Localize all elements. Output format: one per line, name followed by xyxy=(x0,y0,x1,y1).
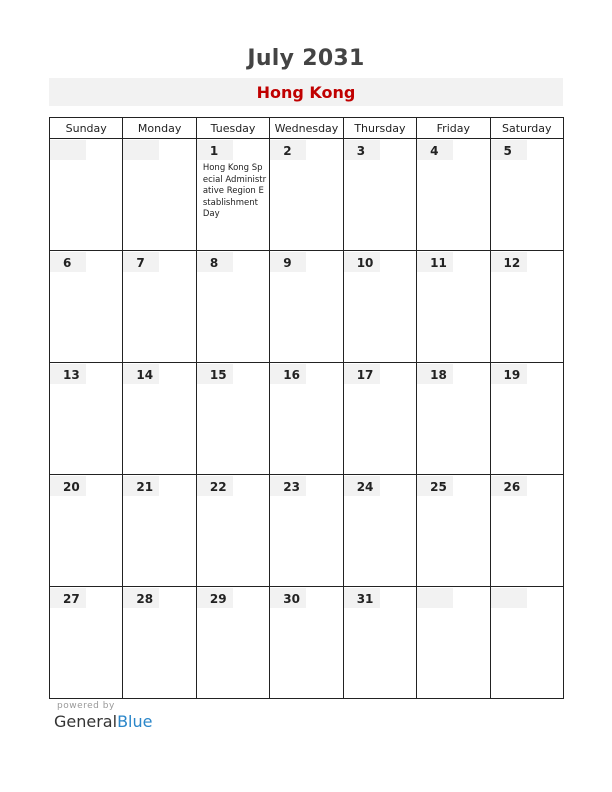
day-number xyxy=(491,588,527,608)
day-number: 13 xyxy=(50,364,86,384)
day-cell xyxy=(490,475,563,587)
brand-logo[interactable] xyxy=(54,712,152,731)
day-number: 9 xyxy=(270,252,306,272)
day-cell xyxy=(490,251,563,363)
day-number: 21 xyxy=(123,476,159,496)
day-number: 14 xyxy=(123,364,159,384)
day-number: 8 xyxy=(197,252,233,272)
brand-blue-text: Blue xyxy=(117,712,153,731)
day-number: 26 xyxy=(491,476,527,496)
day-number: 20 xyxy=(50,476,86,496)
day-cell xyxy=(270,251,343,363)
day-number: 6 xyxy=(50,252,86,272)
region-banner xyxy=(49,78,563,106)
day-number: 4 xyxy=(417,140,453,160)
day-cell xyxy=(196,251,269,363)
week-row xyxy=(50,139,564,251)
day-number: 19 xyxy=(491,364,527,384)
day-number: 11 xyxy=(417,252,453,272)
day-number xyxy=(50,140,86,160)
day-number: 27 xyxy=(50,588,86,608)
day-cell xyxy=(50,139,123,251)
week-row xyxy=(50,363,564,475)
day-number: 28 xyxy=(123,588,159,608)
day-number: 15 xyxy=(197,364,233,384)
day-cell xyxy=(270,139,343,251)
calendar-grid xyxy=(49,117,564,699)
day-number: 24 xyxy=(344,476,380,496)
day-cell xyxy=(123,475,196,587)
day-cell xyxy=(417,475,490,587)
day-cell xyxy=(343,587,416,699)
day-cell xyxy=(123,363,196,475)
day-number xyxy=(417,588,453,608)
week-row xyxy=(50,475,564,587)
day-number: 23 xyxy=(270,476,306,496)
powered-by-label: powered by xyxy=(57,701,115,711)
day-number: 30 xyxy=(270,588,306,608)
day-cell xyxy=(196,363,269,475)
day-number: 5 xyxy=(491,140,527,160)
day-cell xyxy=(490,139,563,251)
day-number: 25 xyxy=(417,476,453,496)
weekday-header: Tuesday xyxy=(196,118,269,139)
day-cell xyxy=(270,363,343,475)
day-number: 16 xyxy=(270,364,306,384)
day-number: 3 xyxy=(344,140,380,160)
day-number: 7 xyxy=(123,252,159,272)
day-cell xyxy=(417,139,490,251)
page-title: July 2031 xyxy=(247,46,365,71)
week-row xyxy=(50,251,564,363)
day-cell xyxy=(50,587,123,699)
day-number xyxy=(123,140,159,160)
weekday-header: Monday xyxy=(123,118,196,139)
day-number: 2 xyxy=(270,140,306,160)
day-cell xyxy=(50,363,123,475)
weekday-header: Thursday xyxy=(343,118,416,139)
day-cell xyxy=(196,475,269,587)
day-cell xyxy=(196,587,269,699)
day-cell xyxy=(123,139,196,251)
day-cell xyxy=(196,139,269,251)
holiday-event: Hong Kong Special Administrative Region Establishment Day xyxy=(202,163,267,219)
weekday-header-row xyxy=(50,118,564,139)
day-cell xyxy=(123,587,196,699)
day-cell xyxy=(343,475,416,587)
day-number: 18 xyxy=(417,364,453,384)
day-cell xyxy=(343,363,416,475)
day-cell xyxy=(343,139,416,251)
weekday-header: Friday xyxy=(417,118,490,139)
day-cell xyxy=(417,251,490,363)
day-number: 12 xyxy=(491,252,527,272)
day-cell xyxy=(50,251,123,363)
weekday-header: Saturday xyxy=(490,118,563,139)
day-number: 31 xyxy=(344,588,380,608)
week-row xyxy=(50,587,564,699)
day-number: 29 xyxy=(197,588,233,608)
region-name: Hong Kong xyxy=(256,83,356,102)
day-cell xyxy=(270,587,343,699)
day-cell xyxy=(123,251,196,363)
weekday-header: Wednesday xyxy=(270,118,343,139)
day-number: 1 xyxy=(197,140,233,160)
day-number: 17 xyxy=(344,364,380,384)
day-cell xyxy=(50,475,123,587)
day-cell xyxy=(270,475,343,587)
day-cell xyxy=(490,587,563,699)
day-cell xyxy=(417,587,490,699)
day-cell xyxy=(490,363,563,475)
day-cell xyxy=(343,251,416,363)
day-number: 10 xyxy=(344,252,380,272)
weekday-header: Sunday xyxy=(50,118,123,139)
day-cell xyxy=(417,363,490,475)
day-number: 22 xyxy=(197,476,233,496)
brand-general-text: General xyxy=(54,712,118,731)
